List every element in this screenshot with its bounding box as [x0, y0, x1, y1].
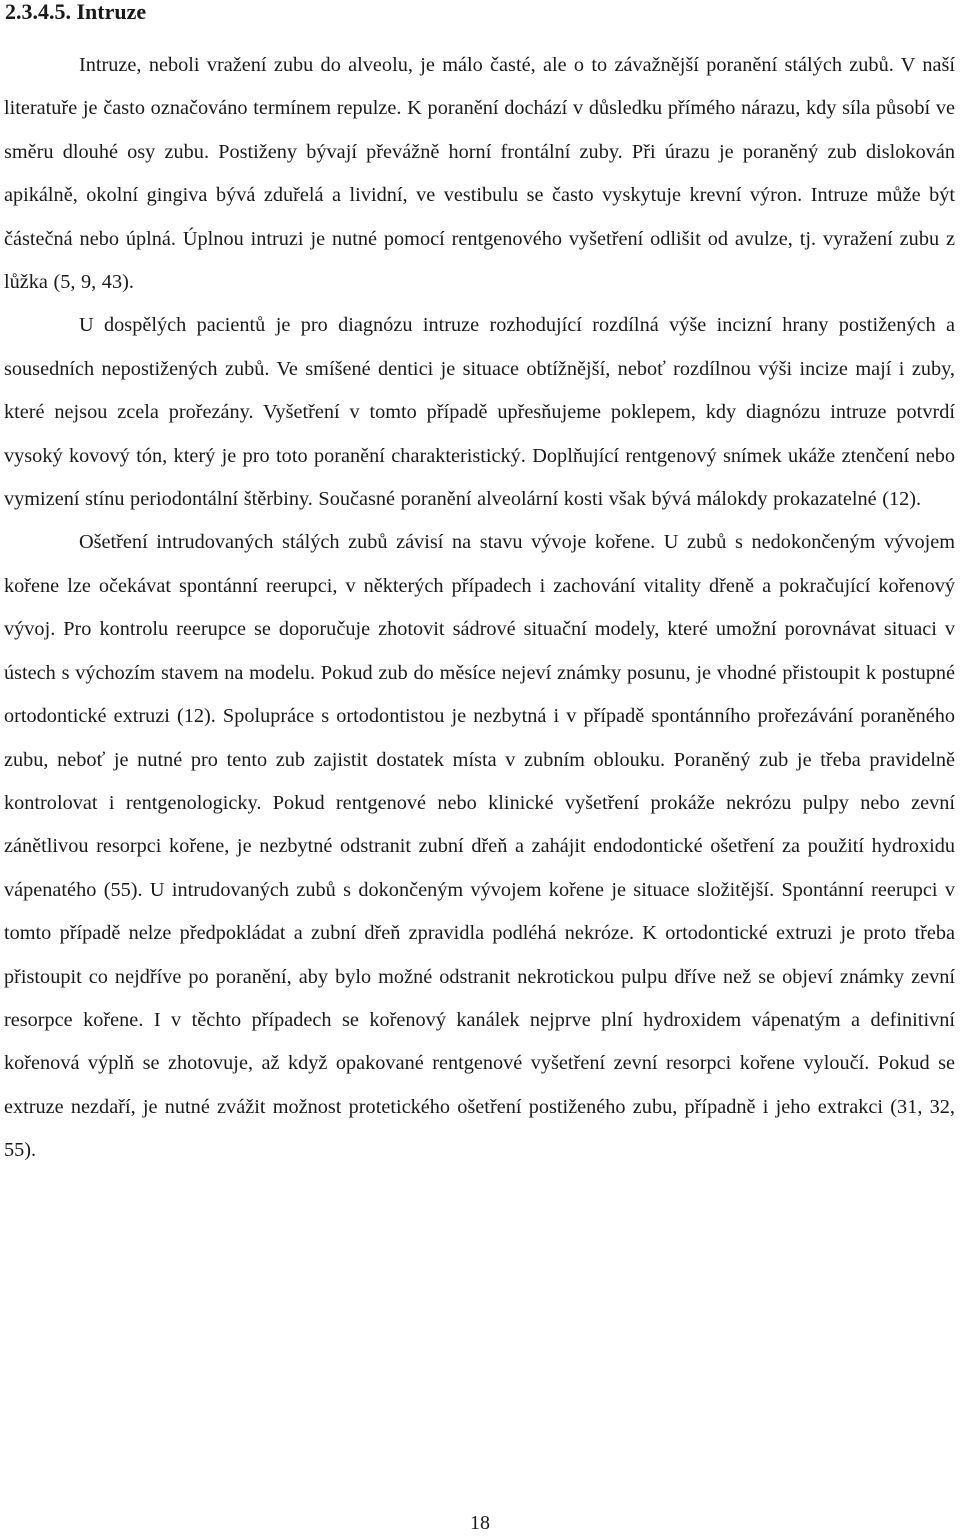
- paragraph-diagnosis: U dospělých pacientů je pro diagnózu intruze rozhodující rozdílná výše incizní hrany postižených a sousedních nepostižených zubů. Ve smíšené dentici je situace obtížnější, neboť rozdílnou výši incize mají i zuby, které nejsou zcela prořezány. Vyšetření v tomto případě upřesňujeme poklepem, kdy diagnózu intruze potvrdí vysoký kovový tón, který je pro toto poranění charakteristický. Doplňující rentgenový snímek ukáže ztenčení nebo vymizení stínu periodontální štěrbiny. Současné poranění alveolární kosti však bývá málokdy prokazatelné (12).: [4, 314, 955, 511]
- section-heading: 2.3.4.5. Intruze: [5, 0, 147, 24]
- section-body: [4, 44, 955, 1173]
- paragraph-treatment: Ošetření intrudovaných stálých zubů závisí na stavu vývoje kořene. U zubů s nedokončeným vývojem kořene lze očekávat spontánní reerupci, v některých případech i zachování vitality dřeně a pokračující kořenový vývoj. Pro kontrolu reerupce se doporučuje zhotovit sádrové situační modely, které umožní porovnávat situaci v ústech s výchozím stavem na modelu. Pokud zub do měsíce nejeví známky posunu, je vhodné přistoupit k postupné ortodontické extruzi (12). Spolupráce s ortodontistou je nezbytná i v případě spontánního prořezávání poraněného zubu, neboť je nutné pro tento zub zajistit dostatek místa v zubním oblouku. Poraněný zub je třeba pravidelně kontrolovat i rentgenologicky. Pokud rentgenové nebo klinické vyšetření prokáže nekrózu pulpy nebo zevní zánětlivou resorpci kořene, je nezbytné odstranit zubní dřeň a zahájit endodontické ošetření za použití hydroxidu vápenatého (55). U intrudovaných zubů s dokončeným vývojem kořene je situace složitější. Spontánní reerupci v tomto případě nelze předpokládat a zubní dřeň zpravidla podléhá nekróze. K ortodontické extruzi je proto třeba přistoupit co nejdříve po poranění, aby bylo možné odstranit nekrotickou pulpu dříve než se objeví známky zevní resorpce kořene. I v těchto případech se kořenový kanálek nejprve plní hydroxidem vápenatým a definitivní kořenová výplň se zhotovuje, až když opakované rentgenové vyšetření zevní resorpci kořene vyloučí. Pokud se extruze nezdaří, je nutné zvážit možnost protetického ošetření postiženého zubu, případně i jeho extrakci (31, 32, 55).: [4, 531, 955, 1162]
- page-number: 18: [470, 1512, 490, 1534]
- paragraph-intro: Intruze, neboli vražení zubu do alveolu, je málo časté, ale o to závažnější poranění stálých zubů. V naší literatuře je často označováno termínem repulze. K poranění dochází v důsledku přímého nárazu, kdy síla působí ve směru dlouhé osy zubu. Postiženy bývají převážně horní frontální zuby. Při úrazu je poraněný zub dislokován apikálně, okolní gingiva bývá zduřelá a lividní, ve vestibulu se často vyskytuje krevní výron. Intruze může být částečná nebo úplná. Úplnou intruzi je nutné pomocí rentgenového vyšetření odlišit od avulze, tj. vyražení zubu z lůžka (5, 9, 43).: [4, 54, 955, 294]
